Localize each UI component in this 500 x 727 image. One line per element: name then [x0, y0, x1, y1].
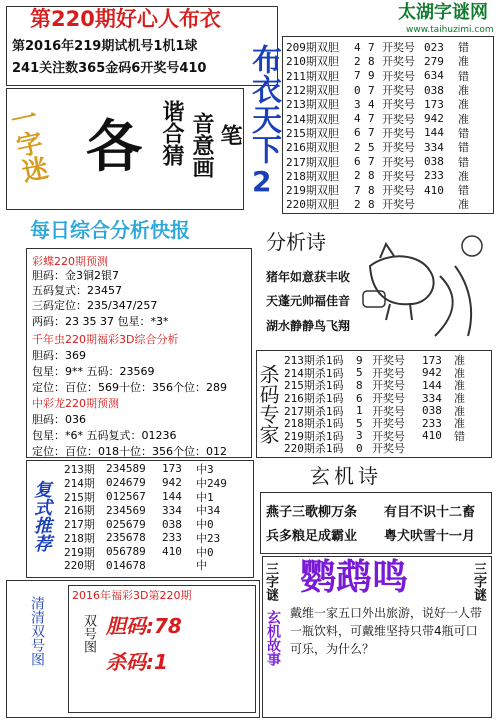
table-cell-k: 1 [356, 404, 363, 418]
table-cell-label: 开奖号 [382, 55, 415, 69]
story-right-label: 三字谜 [471, 562, 486, 601]
table-row [286, 169, 492, 183]
table-cell-issue: 215期 [64, 490, 95, 504]
table-cell-issue: 216期双胆 [286, 141, 339, 155]
riddle-col-1: 谐合猜 [159, 100, 184, 166]
table-cell-b: 7 [368, 126, 375, 140]
double-table [286, 40, 492, 212]
table-cell-num: 942 [424, 112, 444, 126]
table-cell-num: 334 [422, 391, 442, 405]
table-cell-res: 中1 [196, 490, 214, 504]
table-cell-issue: 210期双胆 [286, 55, 339, 69]
table-cell-set: 014678 [106, 558, 146, 572]
table-row [286, 154, 492, 168]
table-row [286, 69, 492, 83]
table-cell-num: 233 [162, 531, 182, 545]
table-cell-issue: 217期 [64, 518, 95, 532]
qingqing-inner [68, 585, 256, 713]
table-cell-label: 开奖号 [382, 184, 415, 198]
table-cell-num: 233 [422, 416, 442, 430]
table-cell-issue: 219期双胆 [286, 184, 339, 198]
table-cell-a: 7 [354, 183, 361, 197]
table-cell-a: 6 [354, 155, 361, 169]
xuanji-panel [260, 492, 492, 554]
table-cell-set: 025679 [106, 517, 146, 531]
table-cell-label: 开奖号 [382, 198, 415, 212]
table-cell-res: 错 [458, 184, 469, 198]
table-cell-b: 7 [368, 112, 375, 126]
boar-illustration [350, 216, 496, 346]
table-cell-res: 中23 [196, 531, 221, 545]
table-cell-res: 准 [454, 417, 465, 431]
riddle-col-2: 音意画 [189, 112, 214, 178]
story-big-title: 鹦鹉鸣 [300, 557, 409, 598]
zhongcai-title: 中彩龙220期预测 [32, 397, 119, 410]
table-cell-res: 错 [454, 429, 465, 443]
table-cell-b: 5 [368, 140, 375, 154]
table-row [286, 126, 492, 140]
table-cell-res: 准 [458, 198, 469, 212]
table-cell-res: 准 [458, 169, 469, 183]
table-cell-res: 准 [454, 379, 465, 393]
riddle-big-char: 各 [86, 115, 142, 180]
table-cell-issue: 213期 [64, 462, 95, 476]
story-text: 戴维一家五口外出旅游，说好一人带一瓶饮料，可戴维坚持只带4瓶可口可乐，为什么？ [290, 606, 483, 656]
poem-line-2: 天蓬元帅福佳音 [266, 294, 351, 308]
table-cell-res: 中249 [196, 476, 227, 490]
table-cell-a: 4 [354, 40, 361, 54]
table-cell-issue: 215期双胆 [286, 126, 339, 140]
table-row [286, 183, 492, 197]
table-row [286, 54, 492, 68]
table-cell-issue: 213期杀1码 [284, 354, 344, 368]
header-line1: 第2016年219期试机号1机1球 [12, 39, 198, 54]
table-cell-issue: 214期 [64, 476, 95, 490]
story-left-label: 三字谜 [263, 562, 278, 601]
table-cell-issue: 218期杀1码 [284, 417, 344, 431]
caidie-title: 彩蝶220期预测 [32, 255, 108, 268]
zhongcai-bao: 包星：*6* 五码复式：01236 [32, 429, 177, 442]
table-cell-a: 2 [354, 140, 361, 154]
daily-report-title: 每日综合分析快报 [30, 218, 190, 242]
table-cell-b: 8 [368, 54, 375, 68]
caidie-five: 五码复式：23457 [32, 284, 122, 297]
table-cell-issue: 220期杀1码 [284, 442, 344, 456]
table-cell-k: 5 [356, 366, 363, 380]
table-cell-label: 开奖号 [372, 354, 405, 368]
table-cell-num: 334 [424, 140, 444, 154]
table-cell-issue: 216期 [64, 504, 95, 518]
poem-line-1: 猪年如意获丰收 [266, 270, 351, 284]
table-cell-label: 开奖号 [382, 98, 415, 112]
table-cell-num: 279 [424, 54, 444, 68]
table-cell-b: 7 [368, 83, 375, 97]
story-side-title: 玄机故事 [265, 610, 281, 666]
logo-url: www.taihuzimi.com [406, 25, 494, 35]
table-cell-label: 开奖号 [372, 417, 405, 431]
qingqing-dan: 胆码:78 [106, 614, 182, 638]
table-cell-label: 开奖号 [382, 41, 415, 55]
fushi-vertical-title: 复式推荐 [31, 480, 52, 552]
xuanji-title: 玄机诗 [310, 464, 382, 488]
table-cell-k: 8 [356, 378, 363, 392]
table-cell-k: 6 [356, 391, 363, 405]
table-cell-b: 8 [368, 183, 375, 197]
table-cell-num: 038 [422, 404, 442, 418]
table-cell-a: 2 [354, 197, 361, 211]
table-cell-issue: 215期杀1码 [284, 379, 344, 393]
table-cell-issue: 219期 [64, 545, 95, 559]
table-cell-issue: 218期双胆 [286, 169, 339, 183]
table-cell-res: 准 [458, 84, 469, 98]
table-cell-issue: 214期杀1码 [284, 366, 344, 380]
table-cell-issue: 209期双胆 [286, 41, 339, 55]
table-cell-num: 173 [422, 353, 442, 367]
table-cell-b: 4 [368, 97, 375, 111]
table-row [286, 111, 492, 125]
table-cell-res: 中0 [196, 545, 214, 559]
table-cell-label: 开奖号 [382, 141, 415, 155]
table-cell-issue: 214期双胆 [286, 112, 339, 126]
table-cell-b: 7 [368, 155, 375, 169]
caidie-three: 三码定位：235/347/257 [32, 299, 158, 312]
table-cell-res: 错 [458, 155, 469, 169]
table-cell-label: 开奖号 [372, 366, 405, 380]
table-cell-num: 634 [424, 69, 444, 83]
table-cell-num: 410 [422, 429, 442, 443]
qianniu-bao: 包星：9** 五码：23569 [32, 365, 155, 378]
table-cell-res: 错 [458, 141, 469, 155]
table-row [286, 140, 492, 154]
table-cell-num: 038 [162, 517, 182, 531]
caidie-dan: 胆码：金3铜2银7 [32, 269, 119, 282]
table-cell-label: 开奖号 [382, 126, 415, 140]
table-row [286, 83, 492, 97]
table-row [284, 442, 490, 455]
table-cell-res: 错 [458, 41, 469, 55]
table-cell-label: 开奖号 [382, 69, 415, 83]
table-cell-res: 准 [454, 354, 465, 368]
xuanji-line2b: 粤犬吠雪十一月 [384, 529, 476, 544]
poem-line-3: 湖水静静鸟飞翔 [266, 319, 351, 333]
table-cell-label: 开奖号 [382, 169, 415, 183]
table-cell-issue: 220期双胆 [286, 198, 339, 212]
table-cell-res: 中3 [196, 462, 214, 476]
table-cell-a: 2 [354, 54, 361, 68]
table-cell-num: 942 [162, 476, 182, 490]
table-cell-num: 410 [162, 545, 182, 559]
table-cell-k: 0 [356, 441, 363, 455]
kill-vertical-title: 杀码专家 [256, 364, 280, 444]
table-cell-label: 开奖号 [372, 404, 405, 418]
table-cell-issue: 219期杀1码 [284, 429, 344, 443]
table-cell-a: 7 [354, 69, 361, 83]
table-cell-set: 056789 [106, 545, 146, 559]
header-line2: 241关注数365金码6开奖号410 [12, 61, 207, 76]
zhongcai-ding: 定位：百位：018十位：356个位：012 [32, 445, 227, 458]
qingqing-vertical-title: 清清双号图 [29, 596, 45, 666]
table-cell-num: 144 [162, 489, 182, 503]
qianniu-title: 千年虫220期福彩3D综合分析 [32, 333, 179, 346]
table-cell-label: 开奖号 [372, 379, 405, 393]
table-cell-k: 5 [356, 416, 363, 430]
table-cell-issue: 220期 [64, 559, 95, 573]
table-cell-label: 开奖号 [382, 155, 415, 169]
table-cell-a: 6 [354, 126, 361, 140]
zhongcai-dan: 胆码：036 [32, 413, 86, 426]
site-logo[interactable] [398, 4, 496, 38]
table-cell-issue: 216期杀1码 [284, 392, 344, 406]
table-cell-b: 8 [368, 197, 375, 211]
table-cell-label: 开奖号 [372, 429, 405, 443]
rock-illustration [360, 288, 390, 310]
qingqing-sha: 杀码:1 [106, 650, 168, 674]
table-cell-num: 410 [424, 183, 444, 197]
table-cell-res: 准 [454, 366, 465, 380]
table-cell-set: 234589 [106, 462, 146, 476]
table-cell-issue: 217期双胆 [286, 155, 339, 169]
table-cell-a: 0 [354, 83, 361, 97]
table-cell-num: 173 [162, 462, 182, 476]
table-cell-res: 中0 [196, 518, 214, 532]
table-cell-num: 023 [424, 40, 444, 54]
buyi-title: 布衣天下 [246, 44, 281, 164]
table-row [286, 97, 492, 111]
table-cell-a: 3 [354, 97, 361, 111]
table-cell-num: 173 [424, 97, 444, 111]
qingqing-sub: 双号图 [81, 614, 96, 653]
table-cell-num: 038 [424, 155, 444, 169]
table-cell-issue: 218期 [64, 531, 95, 545]
page-title: 第220期好心人布衣 [30, 7, 221, 31]
table-cell-num: 233 [424, 169, 444, 183]
table-row [64, 559, 252, 573]
logo-text: 太湖字谜网 [398, 2, 488, 23]
table-cell-res: 错 [458, 126, 469, 140]
table-cell-res: 准 [454, 404, 465, 418]
table-cell-set: 234569 [106, 503, 146, 517]
table-cell-label: 开奖号 [382, 84, 415, 98]
qingqing-banner: 2016年福彩3D第220期 [72, 589, 192, 602]
xuanji-line1a: 燕子三歌柳万条 [266, 505, 358, 520]
table-cell-set: 024679 [106, 476, 146, 490]
table-cell-issue: 212期双胆 [286, 84, 339, 98]
buyi-number: 2 [252, 165, 272, 198]
riddle-label: 一字迷 [4, 102, 50, 186]
table-cell-label: 开奖号 [372, 442, 405, 456]
table-row [286, 197, 492, 211]
table-cell-res: 准 [458, 98, 469, 112]
table-cell-num: 942 [422, 366, 442, 380]
table-cell-b: 7 [368, 40, 375, 54]
table-cell-label: 开奖号 [382, 112, 415, 126]
table-cell-set: 235678 [106, 531, 146, 545]
table-cell-num: 144 [424, 126, 444, 140]
riddle-col-3: 笔 [217, 124, 242, 146]
table-cell-label: 开奖号 [372, 392, 405, 406]
table-cell-issue: 211期双胆 [286, 69, 339, 83]
table-cell-a: 2 [354, 169, 361, 183]
table-cell-res: 准 [454, 392, 465, 406]
table-cell-k: 3 [356, 429, 363, 443]
fushi-table [64, 462, 252, 572]
table-cell-k: 9 [356, 353, 363, 367]
table-cell-b: 8 [368, 169, 375, 183]
table-cell-res: 准 [458, 55, 469, 69]
table-cell-issue: 217期杀1码 [284, 404, 344, 418]
table-cell-num: 038 [424, 83, 444, 97]
table-cell-a: 4 [354, 112, 361, 126]
qianniu-ding: 定位：百位：569十位：356个位：289 [32, 381, 227, 394]
qianniu-dan: 胆码：369 [32, 349, 86, 362]
table-cell-res: 中34 [196, 504, 221, 518]
table-cell-b: 9 [368, 69, 375, 83]
analysis-poem-title: 分析诗 [266, 230, 326, 254]
table-cell-res: 中 [196, 559, 207, 573]
table-cell-num: 144 [422, 378, 442, 392]
table-cell-res: 准 [458, 112, 469, 126]
table-row [286, 40, 492, 54]
table-cell-set: 012567 [106, 489, 146, 503]
table-cell-res: 错 [458, 69, 469, 83]
xuanji-line2a: 兵多粮足成霸业 [266, 529, 358, 544]
xuanji-line1b: 有目不识十二畜 [384, 505, 476, 520]
table-cell-num: 334 [162, 503, 182, 517]
kill-table [284, 354, 490, 455]
table-cell-issue: 213期双胆 [286, 98, 339, 112]
caidie-two: 两码：23 35 37 包星：*3* [32, 315, 169, 328]
